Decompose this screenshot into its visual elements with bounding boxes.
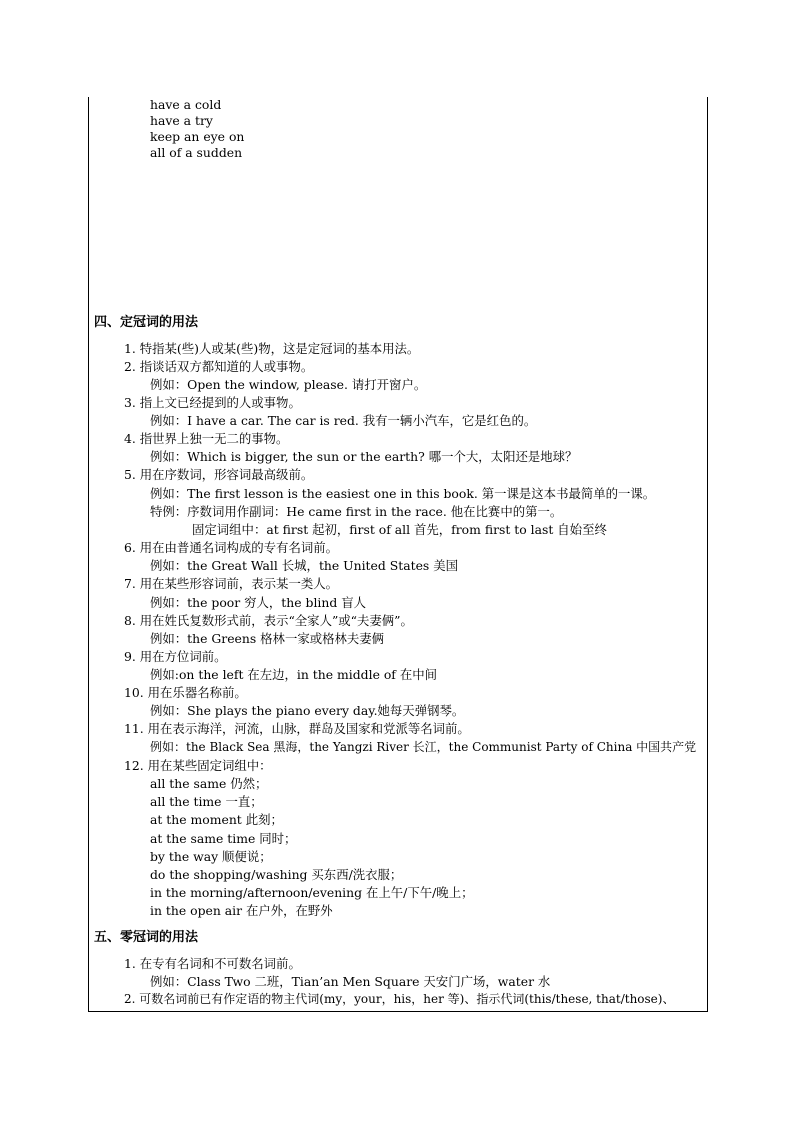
- s4-line: 1. 特指某(些)人或某(些)物，这是定冠词的基本用法。: [124, 341, 420, 356]
- s4-phrase: do the shopping/washing 买东西/洗衣服；: [150, 867, 403, 882]
- s4-example: 例如：I have a car. The car is red. 我有一辆小汽车，它是红色的。: [150, 413, 537, 428]
- phrase-3: keep an eye on: [150, 129, 245, 144]
- s4-example: 固定词组中：at first 起初，first of all 首先，from first to last 自始至终: [192, 522, 607, 537]
- section-4-heading: 四、定冠词的用法: [94, 315, 199, 330]
- s4-example: 例如：the Great Wall 长城，the United States 美国: [150, 558, 458, 573]
- s4-example: 例如：the Black Sea 黑海，the Yangzi River 长江，the Communist Party of China 中国共产党: [150, 740, 697, 754]
- s4-phrase: by the way 顺便说；: [150, 849, 272, 864]
- s4-line: 4. 指世界上独一无二的事物。: [124, 431, 289, 446]
- phrase-2: have a try: [150, 113, 213, 128]
- s4-line: 10. 用在乐器名称前。: [124, 685, 247, 700]
- s4-line: 3. 指上文已经提到的人或事物。: [124, 395, 301, 410]
- s4-phrase: in the open air 在户外，在野外: [150, 903, 333, 918]
- s4-example: 例如：the Greens 格林一家或格林夫妻俩: [150, 631, 385, 646]
- s4-phrase: all the time 一直；: [150, 794, 263, 809]
- s5-line: 2. 可数名词前已有作定语的物主代词(my，your，his，her 等)、指示代词(this/these, that/those)、: [124, 992, 675, 1006]
- s4-example: 例如：Which is bigger, the sun or the earth? 哪一个大，太阳还是地球？: [150, 449, 578, 464]
- s4-phrase: at the moment 此刻；: [150, 812, 283, 827]
- s5-line: 1. 在专有名词和不可数名词前。: [124, 956, 301, 971]
- s4-line: 8. 用在姓氏复数形式前，表示“全家人”或“夫妻俩”。: [124, 613, 413, 628]
- s4-example: 例如：The first lesson is the easiest one in this book. 第一课是这本书最简单的一课。: [150, 486, 656, 501]
- s4-example: 例如：the poor 穷人，the blind 盲人: [150, 595, 367, 610]
- s4-line: 12. 用在某些固定词组中：: [124, 758, 272, 773]
- s4-line: 11. 用在表示海洋，河流，山脉，群岛及国家和党派等名词前。: [124, 721, 470, 736]
- s4-example: 例如：Open the window, please. 请打开窗户。: [150, 377, 427, 392]
- s4-example: 特例：序数词用作副词：He came first in the race. 他在比赛中的第一。: [150, 504, 563, 519]
- s4-phrase: at the same time 同时；: [150, 831, 297, 846]
- s4-line: 7. 用在某些形容词前，表示某一类人。: [124, 576, 339, 591]
- s4-example: 例如：She plays the piano every day.她每天弹钢琴。: [150, 703, 465, 718]
- s4-line: 6. 用在由普通名词构成的专有名词前。: [124, 540, 339, 555]
- s4-line: 2. 指谈话双方都知道的人或事物。: [124, 359, 314, 374]
- s4-line: 9. 用在方位词前。: [124, 649, 227, 664]
- s4-phrase: all the same 仍然；: [150, 776, 268, 791]
- s5-example: 例如：Class Two 二班，Tian’an Men Square 天安门广场，water 水: [150, 974, 551, 989]
- phrase-4: all of a sudden: [150, 145, 243, 160]
- section-5-heading: 五、零冠词的用法: [94, 930, 199, 945]
- s4-phrase: in the morning/afternoon/evening 在上午/下午/晚上；: [150, 885, 474, 900]
- phrase-1: have a cold: [150, 97, 222, 112]
- s4-line: 5. 用在序数词，形容词最高级前。: [124, 467, 314, 482]
- s4-example: 例如:on the left 在左边，in the middle of 在中间: [150, 667, 438, 682]
